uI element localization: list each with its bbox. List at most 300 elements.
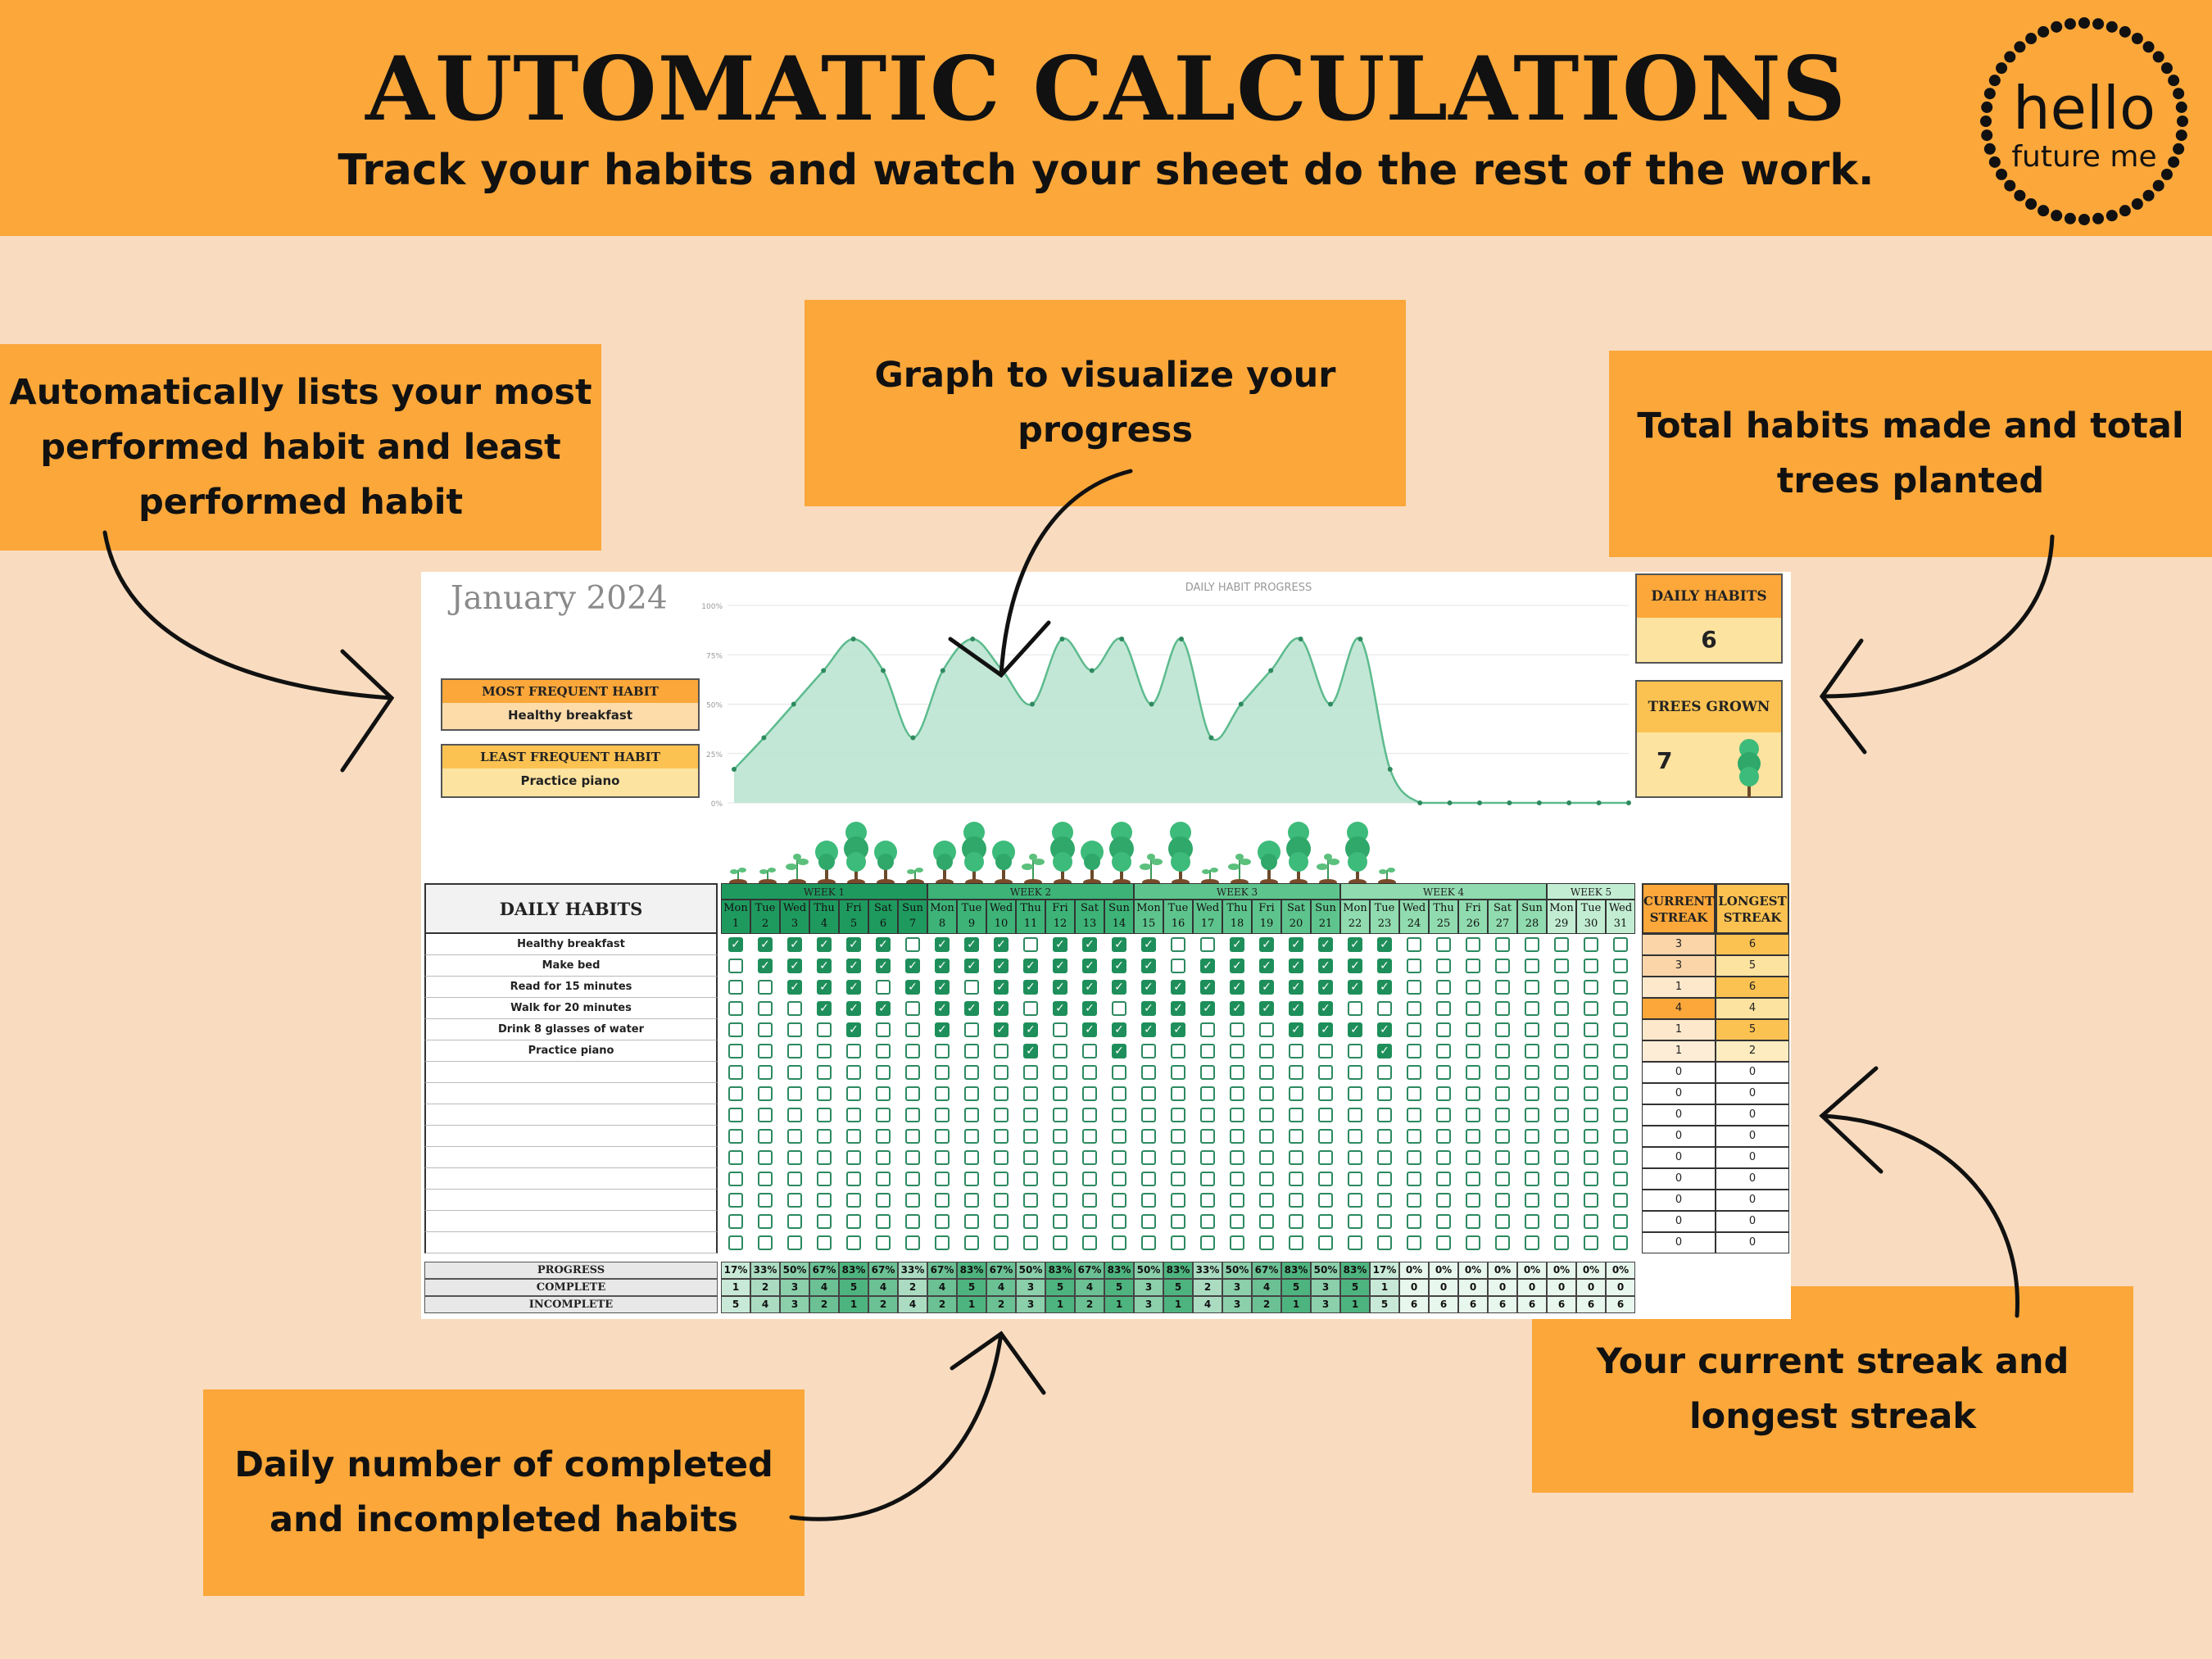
habit-checkbox[interactable] <box>1023 1235 1038 1250</box>
habit-checkbox[interactable] <box>1525 937 1539 952</box>
habit-checkbox[interactable] <box>1141 1193 1156 1208</box>
habit-checkbox[interactable] <box>1171 1214 1185 1229</box>
habit-checkbox[interactable] <box>1289 1108 1303 1122</box>
habit-checkbox[interactable] <box>1318 1065 1333 1080</box>
habit-checkbox[interactable] <box>1230 1193 1244 1208</box>
habit-checkbox[interactable] <box>1318 1193 1333 1208</box>
habit-checkbox[interactable] <box>905 1235 920 1250</box>
habit-checkbox[interactable] <box>876 1022 891 1037</box>
habit-name-cell[interactable]: Healthy breakfast <box>424 934 718 955</box>
habit-checkbox[interactable] <box>1289 1193 1303 1208</box>
habit-checkbox[interactable] <box>935 1129 950 1144</box>
habit-checkbox-checked[interactable]: ✓ <box>1141 937 1156 952</box>
habit-checkbox[interactable] <box>935 1044 950 1058</box>
habit-checkbox[interactable] <box>876 1235 891 1250</box>
habit-checkbox-checked[interactable]: ✓ <box>1141 980 1156 995</box>
habit-checkbox[interactable] <box>1466 1001 1480 1016</box>
habit-checkbox[interactable] <box>1141 1086 1156 1101</box>
habit-checkbox-checked[interactable]: ✓ <box>1318 1001 1333 1016</box>
habit-checkbox[interactable] <box>846 1129 861 1144</box>
habit-checkbox[interactable] <box>1053 1129 1067 1144</box>
habit-checkbox[interactable] <box>1584 1172 1598 1186</box>
habit-checkbox[interactable] <box>1230 1065 1244 1080</box>
habit-checkbox-checked[interactable]: ✓ <box>1082 980 1097 995</box>
habit-checkbox[interactable] <box>787 1065 802 1080</box>
habit-checkbox[interactable] <box>1495 1044 1510 1058</box>
habit-checkbox[interactable] <box>1613 980 1628 995</box>
habit-checkbox[interactable] <box>1613 1108 1628 1122</box>
habit-checkbox[interactable] <box>1495 1108 1510 1122</box>
habit-checkbox-checked[interactable]: ✓ <box>846 937 861 952</box>
habit-checkbox[interactable] <box>1141 1214 1156 1229</box>
habit-checkbox[interactable] <box>1171 1172 1185 1186</box>
habit-checkbox-checked[interactable]: ✓ <box>905 959 920 973</box>
habit-checkbox[interactable] <box>994 1086 1009 1101</box>
habit-checkbox[interactable] <box>1466 1214 1480 1229</box>
habit-checkbox[interactable] <box>1584 1065 1598 1080</box>
habit-checkbox[interactable] <box>1082 1150 1097 1165</box>
habit-checkbox-checked[interactable]: ✓ <box>1141 959 1156 973</box>
habit-checkbox[interactable] <box>1082 1172 1097 1186</box>
habit-checkbox[interactable] <box>905 1172 920 1186</box>
habit-checkbox[interactable] <box>1466 1086 1480 1101</box>
habit-checkbox[interactable] <box>994 1214 1009 1229</box>
habit-checkbox[interactable] <box>1171 1235 1185 1250</box>
habit-checkbox[interactable] <box>964 1129 979 1144</box>
habit-checkbox[interactable] <box>1348 1129 1362 1144</box>
habit-checkbox[interactable] <box>728 1129 743 1144</box>
habit-checkbox-checked[interactable]: ✓ <box>1141 1022 1156 1037</box>
habit-checkbox[interactable] <box>758 1044 773 1058</box>
habit-checkbox[interactable] <box>964 1193 979 1208</box>
habit-checkbox-checked[interactable]: ✓ <box>994 1022 1009 1037</box>
habit-checkbox[interactable] <box>1259 1086 1274 1101</box>
habit-checkbox[interactable] <box>758 1193 773 1208</box>
habit-checkbox[interactable] <box>1584 980 1598 995</box>
habit-checkbox[interactable] <box>876 1193 891 1208</box>
habit-checkbox[interactable] <box>1377 1001 1392 1016</box>
habit-checkbox[interactable] <box>1053 1044 1067 1058</box>
habit-checkbox[interactable] <box>1200 1044 1215 1058</box>
habit-checkbox[interactable] <box>1082 1193 1097 1208</box>
habit-checkbox-checked[interactable]: ✓ <box>964 937 979 952</box>
habit-checkbox[interactable] <box>846 1044 861 1058</box>
habit-checkbox-checked[interactable]: ✓ <box>1053 1001 1067 1016</box>
habit-checkbox[interactable] <box>1348 1001 1362 1016</box>
habit-checkbox[interactable] <box>1436 959 1451 973</box>
habit-checkbox[interactable] <box>1230 1172 1244 1186</box>
habit-checkbox[interactable] <box>1200 1214 1215 1229</box>
habit-checkbox-checked[interactable]: ✓ <box>817 980 832 995</box>
habit-checkbox[interactable] <box>1407 980 1421 995</box>
habit-checkbox[interactable] <box>964 1086 979 1101</box>
habit-checkbox-checked[interactable]: ✓ <box>1289 1022 1303 1037</box>
habit-checkbox[interactable] <box>1495 1086 1510 1101</box>
habit-checkbox[interactable] <box>935 1214 950 1229</box>
habit-checkbox[interactable] <box>1230 1044 1244 1058</box>
habit-checkbox[interactable] <box>1348 1044 1362 1058</box>
habit-checkbox[interactable] <box>1200 1172 1215 1186</box>
habit-checkbox[interactable] <box>935 1108 950 1122</box>
habit-checkbox[interactable] <box>1436 1172 1451 1186</box>
habit-checkbox[interactable] <box>1171 1108 1185 1122</box>
habit-checkbox[interactable] <box>1141 1172 1156 1186</box>
habit-checkbox[interactable] <box>1082 1044 1097 1058</box>
habit-checkbox[interactable] <box>1554 1150 1569 1165</box>
habit-checkbox[interactable] <box>728 1022 743 1037</box>
habit-checkbox[interactable] <box>905 1150 920 1165</box>
habit-checkbox[interactable] <box>905 1086 920 1101</box>
habit-checkbox[interactable] <box>1554 1214 1569 1229</box>
habit-checkbox[interactable] <box>1171 959 1185 973</box>
habit-checkbox-checked[interactable]: ✓ <box>758 959 773 973</box>
habit-checkbox[interactable] <box>876 1214 891 1229</box>
habit-checkbox[interactable] <box>787 1172 802 1186</box>
habit-checkbox-checked[interactable]: ✓ <box>1289 1001 1303 1016</box>
habit-checkbox[interactable] <box>1023 1108 1038 1122</box>
habit-checkbox[interactable] <box>758 1001 773 1016</box>
habit-checkbox-checked[interactable]: ✓ <box>1171 980 1185 995</box>
habit-checkbox[interactable] <box>994 1150 1009 1165</box>
habit-checkbox[interactable] <box>1436 1235 1451 1250</box>
habit-checkbox[interactable] <box>1200 1150 1215 1165</box>
habit-checkbox[interactable] <box>964 1235 979 1250</box>
habit-checkbox[interactable] <box>728 1193 743 1208</box>
habit-checkbox[interactable] <box>1466 1172 1480 1186</box>
habit-checkbox[interactable] <box>1053 1150 1067 1165</box>
habit-name-cell[interactable] <box>424 1104 718 1126</box>
habit-checkbox[interactable] <box>1525 1172 1539 1186</box>
habit-checkbox-checked[interactable]: ✓ <box>817 937 832 952</box>
habit-checkbox-checked[interactable]: ✓ <box>1259 959 1274 973</box>
habit-checkbox[interactable] <box>1525 1108 1539 1122</box>
habit-checkbox[interactable] <box>1200 1235 1215 1250</box>
habit-checkbox[interactable] <box>1407 959 1421 973</box>
habit-checkbox-checked[interactable]: ✓ <box>846 1022 861 1037</box>
habit-checkbox[interactable] <box>1407 1108 1421 1122</box>
habit-checkbox[interactable] <box>1200 1086 1215 1101</box>
habit-checkbox[interactable] <box>1495 1235 1510 1250</box>
habit-checkbox[interactable] <box>787 1022 802 1037</box>
habit-checkbox[interactable] <box>1289 1172 1303 1186</box>
habit-checkbox[interactable] <box>1407 1129 1421 1144</box>
habit-checkbox[interactable] <box>876 980 891 995</box>
habit-checkbox[interactable] <box>1053 1172 1067 1186</box>
habit-checkbox[interactable] <box>1259 1108 1274 1122</box>
habit-checkbox-checked[interactable]: ✓ <box>787 959 802 973</box>
habit-checkbox[interactable] <box>1141 1108 1156 1122</box>
habit-checkbox-checked[interactable]: ✓ <box>1377 980 1392 995</box>
habit-checkbox-checked[interactable]: ✓ <box>1023 1044 1038 1058</box>
habit-checkbox[interactable] <box>1554 1065 1569 1080</box>
habit-checkbox[interactable] <box>1289 1129 1303 1144</box>
habit-checkbox-checked[interactable]: ✓ <box>1259 980 1274 995</box>
habit-checkbox[interactable] <box>1525 1150 1539 1165</box>
habit-checkbox[interactable] <box>1554 937 1569 952</box>
habit-checkbox[interactable] <box>1525 959 1539 973</box>
habit-checkbox[interactable] <box>728 1065 743 1080</box>
habit-checkbox[interactable] <box>787 1108 802 1122</box>
habit-checkbox[interactable] <box>1613 1150 1628 1165</box>
habit-checkbox[interactable] <box>1318 1044 1333 1058</box>
habit-checkbox-checked[interactable]: ✓ <box>1289 937 1303 952</box>
habit-checkbox[interactable] <box>1230 1214 1244 1229</box>
habit-name-cell[interactable]: Drink 8 glasses of water <box>424 1019 718 1040</box>
habit-checkbox[interactable] <box>728 1086 743 1101</box>
habit-checkbox-checked[interactable]: ✓ <box>1053 980 1067 995</box>
habit-checkbox[interactable] <box>1230 1086 1244 1101</box>
habit-checkbox-checked[interactable]: ✓ <box>1082 1001 1097 1016</box>
habit-checkbox[interactable] <box>1318 1086 1333 1101</box>
habit-checkbox[interactable] <box>1554 1129 1569 1144</box>
habit-checkbox[interactable] <box>935 1065 950 1080</box>
habit-checkbox-checked[interactable]: ✓ <box>994 980 1009 995</box>
habit-checkbox[interactable] <box>1495 1214 1510 1229</box>
habit-checkbox[interactable] <box>935 1172 950 1186</box>
habit-checkbox[interactable] <box>1112 1086 1126 1101</box>
habit-checkbox[interactable] <box>1525 1044 1539 1058</box>
habit-checkbox[interactable] <box>1259 1193 1274 1208</box>
habit-checkbox[interactable] <box>1495 1193 1510 1208</box>
habit-checkbox[interactable] <box>1023 1193 1038 1208</box>
habit-checkbox[interactable] <box>1554 1108 1569 1122</box>
habit-checkbox[interactable] <box>1407 1065 1421 1080</box>
habit-checkbox[interactable] <box>728 980 743 995</box>
habit-checkbox[interactable] <box>1318 1235 1333 1250</box>
habit-checkbox[interactable] <box>1407 1214 1421 1229</box>
habit-checkbox[interactable] <box>1525 1235 1539 1250</box>
habit-checkbox[interactable] <box>1259 1022 1274 1037</box>
habit-checkbox[interactable] <box>787 1150 802 1165</box>
habit-checkbox[interactable] <box>728 1001 743 1016</box>
habit-checkbox[interactable] <box>1348 1172 1362 1186</box>
habit-checkbox[interactable] <box>1318 1172 1333 1186</box>
habit-checkbox-checked[interactable]: ✓ <box>846 980 861 995</box>
habit-checkbox-checked[interactable]: ✓ <box>1230 937 1244 952</box>
habit-checkbox[interactable] <box>905 1044 920 1058</box>
habit-checkbox-checked[interactable]: ✓ <box>1230 980 1244 995</box>
habit-checkbox[interactable] <box>1407 1193 1421 1208</box>
habit-checkbox-checked[interactable]: ✓ <box>1318 959 1333 973</box>
habit-checkbox[interactable] <box>876 1172 891 1186</box>
habit-checkbox-checked[interactable]: ✓ <box>994 959 1009 973</box>
habit-checkbox[interactable] <box>1023 1214 1038 1229</box>
habit-checkbox[interactable] <box>1377 1193 1392 1208</box>
habit-checkbox[interactable] <box>1200 1108 1215 1122</box>
habit-checkbox[interactable] <box>1289 1044 1303 1058</box>
habit-checkbox[interactable] <box>758 1172 773 1186</box>
habit-checkbox[interactable] <box>1436 1022 1451 1037</box>
habit-checkbox[interactable] <box>1554 980 1569 995</box>
habit-checkbox[interactable] <box>1259 1044 1274 1058</box>
habit-checkbox[interactable] <box>1259 1150 1274 1165</box>
habit-checkbox[interactable] <box>1613 1129 1628 1144</box>
habit-checkbox[interactable] <box>876 1129 891 1144</box>
habit-checkbox[interactable] <box>1466 1129 1480 1144</box>
habit-checkbox[interactable] <box>1053 1193 1067 1208</box>
habit-checkbox-checked[interactable]: ✓ <box>1318 980 1333 995</box>
habit-checkbox[interactable] <box>1554 1172 1569 1186</box>
habit-checkbox[interactable] <box>1112 1214 1126 1229</box>
habit-checkbox[interactable] <box>1023 1001 1038 1016</box>
habit-checkbox[interactable] <box>1318 1214 1333 1229</box>
habit-checkbox[interactable] <box>994 1044 1009 1058</box>
habit-checkbox[interactable] <box>1023 1150 1038 1165</box>
habit-checkbox[interactable] <box>1318 1108 1333 1122</box>
habit-checkbox-checked[interactable]: ✓ <box>876 959 891 973</box>
habit-checkbox[interactable] <box>905 1065 920 1080</box>
habit-checkbox-checked[interactable]: ✓ <box>1259 937 1274 952</box>
habit-checkbox[interactable] <box>1613 959 1628 973</box>
habit-checkbox[interactable] <box>1348 1086 1362 1101</box>
habit-checkbox[interactable] <box>1377 1150 1392 1165</box>
habit-checkbox[interactable] <box>1112 1108 1126 1122</box>
habit-checkbox[interactable] <box>1171 937 1185 952</box>
habit-checkbox[interactable] <box>1466 980 1480 995</box>
habit-checkbox[interactable] <box>935 1150 950 1165</box>
habit-checkbox[interactable] <box>846 1172 861 1186</box>
habit-checkbox-checked[interactable]: ✓ <box>787 937 802 952</box>
habit-checkbox[interactable] <box>994 1108 1009 1122</box>
habit-checkbox[interactable] <box>1436 1108 1451 1122</box>
habit-checkbox[interactable] <box>1053 1086 1067 1101</box>
habit-checkbox[interactable] <box>1348 1214 1362 1229</box>
habit-checkbox[interactable] <box>1466 959 1480 973</box>
habit-checkbox[interactable] <box>1377 1172 1392 1186</box>
habit-checkbox[interactable] <box>1584 959 1598 973</box>
habit-name-cell[interactable] <box>424 1211 718 1232</box>
habit-checkbox[interactable] <box>1259 1129 1274 1144</box>
habit-checkbox[interactable] <box>1584 1214 1598 1229</box>
habit-checkbox-checked[interactable]: ✓ <box>964 1001 979 1016</box>
habit-checkbox[interactable] <box>1436 1001 1451 1016</box>
habit-checkbox-checked[interactable]: ✓ <box>1377 1044 1392 1058</box>
habit-checkbox[interactable] <box>1348 1108 1362 1122</box>
habit-checkbox[interactable] <box>1613 937 1628 952</box>
habit-checkbox[interactable] <box>1466 1065 1480 1080</box>
habit-checkbox-checked[interactable]: ✓ <box>876 937 891 952</box>
habit-checkbox[interactable] <box>1053 1065 1067 1080</box>
habit-checkbox[interactable] <box>1584 1150 1598 1165</box>
habit-checkbox[interactable] <box>1407 1001 1421 1016</box>
habit-checkbox-checked[interactable]: ✓ <box>935 959 950 973</box>
habit-checkbox[interactable] <box>846 1193 861 1208</box>
habit-checkbox[interactable] <box>905 1108 920 1122</box>
habit-checkbox-checked[interactable]: ✓ <box>876 1001 891 1016</box>
habit-name-cell[interactable] <box>424 1168 718 1190</box>
habit-checkbox[interactable] <box>876 1044 891 1058</box>
habit-checkbox[interactable] <box>728 1235 743 1250</box>
habit-checkbox[interactable] <box>817 1086 832 1101</box>
habit-checkbox[interactable] <box>1436 937 1451 952</box>
habit-checkbox[interactable] <box>1259 1172 1274 1186</box>
habit-checkbox[interactable] <box>1171 1086 1185 1101</box>
habit-checkbox[interactable] <box>1171 1044 1185 1058</box>
habit-checkbox-checked[interactable]: ✓ <box>935 1001 950 1016</box>
habit-checkbox[interactable] <box>905 937 920 952</box>
habit-checkbox-checked[interactable]: ✓ <box>1318 1022 1333 1037</box>
habit-checkbox[interactable] <box>1525 1001 1539 1016</box>
habit-checkbox[interactable] <box>758 1108 773 1122</box>
habit-name-cell[interactable] <box>424 1190 718 1211</box>
habit-name-cell[interactable]: Read for 15 minutes <box>424 977 718 998</box>
habit-checkbox[interactable] <box>1259 1065 1274 1080</box>
habit-checkbox[interactable] <box>1466 1235 1480 1250</box>
habit-checkbox[interactable] <box>964 1065 979 1080</box>
habit-checkbox[interactable] <box>1141 1044 1156 1058</box>
habit-checkbox[interactable] <box>1495 1129 1510 1144</box>
habit-checkbox[interactable] <box>1200 1193 1215 1208</box>
habit-checkbox-checked[interactable]: ✓ <box>994 937 1009 952</box>
habit-checkbox[interactable] <box>728 1108 743 1122</box>
habit-checkbox[interactable] <box>1554 1193 1569 1208</box>
habit-checkbox[interactable] <box>1466 1108 1480 1122</box>
habit-checkbox[interactable] <box>964 1022 979 1037</box>
habit-checkbox-checked[interactable]: ✓ <box>1348 959 1362 973</box>
habit-checkbox[interactable] <box>817 1044 832 1058</box>
habit-checkbox[interactable] <box>758 1150 773 1165</box>
habit-checkbox-checked[interactable]: ✓ <box>1377 1022 1392 1037</box>
habit-checkbox[interactable] <box>787 1129 802 1144</box>
habit-checkbox[interactable] <box>1377 1065 1392 1080</box>
habit-checkbox[interactable] <box>1495 1150 1510 1165</box>
habit-checkbox[interactable] <box>905 1022 920 1037</box>
habit-checkbox[interactable] <box>935 1193 950 1208</box>
habit-checkbox-checked[interactable]: ✓ <box>817 959 832 973</box>
habit-checkbox-checked[interactable]: ✓ <box>1023 1022 1038 1037</box>
habit-checkbox[interactable] <box>1495 937 1510 952</box>
habit-checkbox[interactable] <box>1023 1172 1038 1186</box>
habit-name-cell[interactable]: Practice piano <box>424 1040 718 1062</box>
habit-checkbox[interactable] <box>1141 1235 1156 1250</box>
habit-checkbox[interactable] <box>1230 1129 1244 1144</box>
habit-checkbox[interactable] <box>1141 1150 1156 1165</box>
habit-checkbox[interactable] <box>817 1172 832 1186</box>
habit-checkbox[interactable] <box>1613 1001 1628 1016</box>
habit-checkbox[interactable] <box>758 1065 773 1080</box>
habit-checkbox[interactable] <box>1200 1129 1215 1144</box>
habit-checkbox[interactable] <box>1053 1108 1067 1122</box>
habit-checkbox[interactable] <box>1171 1129 1185 1144</box>
habit-checkbox[interactable] <box>817 1129 832 1144</box>
habit-name-cell[interactable] <box>424 1083 718 1104</box>
habit-checkbox[interactable] <box>964 1108 979 1122</box>
habit-checkbox[interactable] <box>1584 1193 1598 1208</box>
habit-checkbox-checked[interactable]: ✓ <box>1053 959 1067 973</box>
habit-checkbox[interactable] <box>1495 980 1510 995</box>
habit-checkbox[interactable] <box>1289 1214 1303 1229</box>
habit-checkbox[interactable] <box>1407 937 1421 952</box>
habit-checkbox[interactable] <box>1407 1235 1421 1250</box>
habit-checkbox[interactable] <box>1289 1065 1303 1080</box>
habit-checkbox[interactable] <box>1584 937 1598 952</box>
habit-checkbox[interactable] <box>1495 1172 1510 1186</box>
habit-checkbox[interactable] <box>876 1065 891 1080</box>
habit-checkbox-checked[interactable]: ✓ <box>1023 980 1038 995</box>
habit-checkbox-checked[interactable]: ✓ <box>1230 959 1244 973</box>
habit-checkbox[interactable] <box>964 1214 979 1229</box>
habit-checkbox[interactable] <box>1171 1150 1185 1165</box>
habit-checkbox[interactable] <box>817 1193 832 1208</box>
habit-checkbox[interactable] <box>1554 1086 1569 1101</box>
habit-checkbox[interactable] <box>1082 1086 1097 1101</box>
habit-checkbox[interactable] <box>876 1108 891 1122</box>
habit-checkbox-checked[interactable]: ✓ <box>787 980 802 995</box>
habit-checkbox-checked[interactable]: ✓ <box>846 959 861 973</box>
habit-name-cell[interactable]: Walk for 20 minutes <box>424 998 718 1019</box>
habit-checkbox[interactable] <box>787 1235 802 1250</box>
habit-checkbox-checked[interactable]: ✓ <box>994 1001 1009 1016</box>
